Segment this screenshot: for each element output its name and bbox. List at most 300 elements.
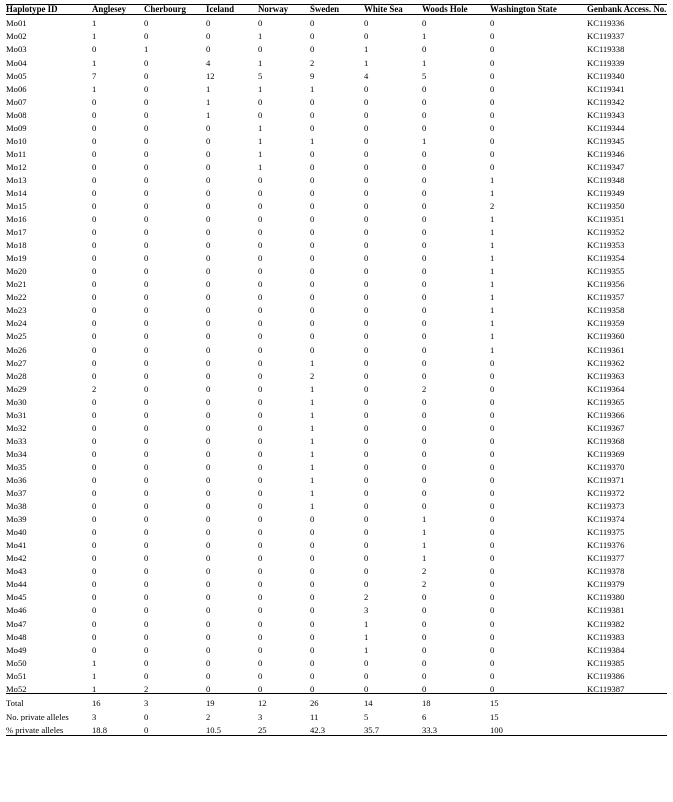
cell-genbank: KC119352 [587, 227, 625, 237]
cell-norway: 0 [258, 227, 263, 237]
cell-genbank: KC119379 [587, 579, 625, 589]
cell-anglesey: 0 [92, 305, 97, 315]
column-header-haplotype-id: Haplotype ID [6, 4, 58, 14]
cell-anglesey: 1 [92, 657, 97, 668]
cell-white-sea: 0 [364, 135, 369, 146]
cell-anglesey: 1 [92, 18, 97, 28]
cell-white-sea: 0 [364, 579, 369, 589]
cell-cherbourg: 0 [144, 657, 149, 668]
cell-white-sea: 0 [364, 279, 369, 289]
cell-haplotype-id: Mo34 [6, 448, 27, 459]
cell-washington-state: 0 [490, 357, 495, 368]
cell-haplotype-id: Mo39 [6, 514, 27, 524]
cell-anglesey: 0 [92, 331, 97, 342]
cell-iceland: 0 [206, 331, 211, 342]
cell-haplotype-id: Mo36 [6, 475, 27, 485]
cell-washington-state: 1 [490, 331, 495, 342]
cell-white-sea: 0 [364, 344, 369, 355]
cell-iceland: 0 [206, 227, 211, 237]
cell-washington-state: 0 [490, 122, 495, 133]
cell-haplotype-id: Mo12 [6, 161, 27, 172]
cell-genbank: KC119350 [587, 201, 625, 211]
cell-genbank: KC119372 [587, 488, 625, 498]
summary-cell-sweden: 11 [310, 711, 319, 722]
cell-haplotype-id: Mo46 [6, 605, 27, 616]
cell-iceland: 0 [206, 475, 211, 485]
table-row [6, 537, 667, 550]
cell-iceland: 0 [206, 214, 211, 224]
column-header-white-sea: White Sea [364, 4, 403, 14]
cell-washington-state: 0 [490, 461, 495, 472]
cell-haplotype-id: Mo14 [6, 187, 27, 198]
cell-genbank: KC119361 [587, 344, 625, 355]
cell-norway: 0 [258, 553, 263, 563]
cell-anglesey: 1 [92, 683, 97, 694]
cell-washington-state: 2 [490, 201, 495, 211]
cell-norway: 5 [258, 70, 263, 81]
cell-norway: 0 [258, 370, 263, 381]
cell-genbank: KC119353 [587, 240, 625, 250]
summary-cell-anglesey: 16 [92, 698, 101, 708]
cell-iceland: 0 [206, 174, 211, 185]
cell-anglesey: 1 [92, 31, 97, 41]
table-row [6, 432, 667, 445]
cell-woods-hole: 0 [422, 96, 427, 107]
cell-anglesey: 7 [92, 70, 97, 81]
cell-white-sea: 0 [364, 422, 369, 433]
cell-woods-hole: 0 [422, 461, 427, 472]
table-row [6, 14, 667, 28]
table-row [6, 237, 667, 250]
cell-norway: 1 [258, 135, 263, 146]
table-row [6, 315, 667, 328]
cell-cherbourg: 0 [144, 475, 149, 485]
cell-washington-state: 0 [490, 135, 495, 146]
cell-genbank: KC119364 [587, 383, 625, 394]
cell-norway: 0 [258, 448, 263, 459]
cell-anglesey: 0 [92, 318, 97, 329]
cell-norway: 0 [258, 670, 263, 681]
cell-washington-state: 0 [490, 44, 495, 55]
haplotype-table [6, 4, 667, 736]
cell-washington-state: 1 [490, 305, 495, 315]
cell-iceland: 0 [206, 31, 211, 41]
cell-woods-hole: 2 [422, 579, 427, 589]
cell-haplotype-id: Mo05 [6, 70, 27, 81]
cell-genbank: KC119338 [587, 44, 625, 55]
cell-sweden: 0 [310, 214, 315, 224]
cell-haplotype-id: Mo06 [6, 83, 27, 94]
table-row [6, 171, 667, 184]
cell-sweden: 1 [310, 83, 315, 94]
cell-washington-state: 1 [490, 344, 495, 355]
cell-sweden: 0 [310, 18, 315, 28]
table-row [6, 589, 667, 602]
summary-cell-anglesey: 3 [92, 711, 97, 722]
cell-haplotype-id: Mo20 [6, 266, 27, 276]
cell-anglesey: 0 [92, 292, 97, 302]
cell-sweden: 2 [310, 370, 315, 381]
cell-haplotype-id: Mo23 [6, 305, 27, 315]
cell-washington-state: 0 [490, 553, 495, 563]
cell-cherbourg: 0 [144, 566, 149, 576]
table-row [6, 419, 667, 432]
cell-anglesey: 0 [92, 396, 97, 407]
cell-washington-state: 0 [490, 540, 495, 550]
cell-haplotype-id: Mo47 [6, 618, 27, 629]
cell-washington-state: 0 [490, 422, 495, 433]
cell-cherbourg: 1 [144, 44, 149, 55]
cell-iceland: 0 [206, 396, 211, 407]
cell-white-sea: 0 [364, 657, 369, 668]
table-row [6, 263, 667, 276]
cell-anglesey: 0 [92, 592, 97, 603]
cell-cherbourg: 0 [144, 57, 149, 68]
table-row [6, 106, 667, 119]
cell-genbank: KC119342 [587, 96, 625, 107]
cell-cherbourg: 0 [144, 318, 149, 329]
cell-iceland: 0 [206, 357, 211, 368]
cell-white-sea: 0 [364, 540, 369, 550]
cell-sweden: 0 [310, 344, 315, 355]
cell-haplotype-id: Mo51 [6, 670, 27, 681]
cell-cherbourg: 2 [144, 683, 149, 694]
cell-iceland: 12 [206, 70, 215, 81]
table-header [6, 5, 667, 15]
cell-iceland: 0 [206, 605, 211, 616]
cell-washington-state: 0 [490, 96, 495, 107]
cell-norway: 0 [258, 357, 263, 368]
cell-white-sea: 1 [364, 44, 369, 55]
cell-cherbourg: 0 [144, 370, 149, 381]
cell-sweden: 0 [310, 122, 315, 133]
cell-anglesey: 0 [92, 201, 97, 211]
cell-norway: 0 [258, 214, 263, 224]
cell-washington-state: 1 [490, 187, 495, 198]
cell-norway: 0 [258, 631, 263, 642]
column-header-washington-state: Washington State [490, 4, 557, 14]
cell-norway: 0 [258, 253, 263, 263]
cell-haplotype-id: Mo48 [6, 631, 27, 642]
cell-woods-hole: 0 [422, 396, 427, 407]
cell-cherbourg: 0 [144, 396, 149, 407]
cell-white-sea: 0 [364, 318, 369, 329]
summary-cell-genbank [587, 694, 667, 708]
cell-iceland: 0 [206, 266, 211, 276]
summary-cell-washington-state: 15 [490, 711, 499, 722]
cell-iceland: 0 [206, 461, 211, 472]
cell-haplotype-id: Mo15 [6, 201, 27, 211]
cell-norway: 1 [258, 161, 263, 172]
cell-anglesey: 0 [92, 109, 97, 120]
cell-norway: 0 [258, 109, 263, 120]
cell-cherbourg: 0 [144, 122, 149, 133]
cell-woods-hole: 0 [422, 83, 427, 94]
cell-sweden: 0 [310, 644, 315, 655]
cell-cherbourg: 0 [144, 70, 149, 81]
cell-sweden: 1 [310, 422, 315, 433]
cell-haplotype-id: Mo07 [6, 96, 27, 107]
table-row [6, 119, 667, 132]
cell-white-sea: 0 [364, 305, 369, 315]
cell-genbank: KC119387 [587, 683, 625, 694]
cell-washington-state: 0 [490, 670, 495, 681]
cell-sweden: 0 [310, 540, 315, 550]
cell-haplotype-id: Mo02 [6, 31, 27, 41]
cell-genbank: KC119341 [587, 83, 625, 94]
cell-woods-hole: 0 [422, 644, 427, 655]
cell-woods-hole: 0 [422, 370, 427, 381]
cell-genbank: KC119370 [587, 461, 625, 472]
cell-genbank: KC119366 [587, 409, 625, 420]
cell-woods-hole: 0 [422, 331, 427, 342]
cell-haplotype-id: Mo09 [6, 122, 27, 133]
cell-cherbourg: 0 [144, 96, 149, 107]
cell-sweden: 0 [310, 618, 315, 629]
cell-white-sea: 0 [364, 161, 369, 172]
summary-cell-woods-hole: 33.3 [422, 724, 438, 735]
cell-white-sea: 0 [364, 174, 369, 185]
cell-sweden: 2 [310, 57, 315, 68]
cell-haplotype-id: Mo04 [6, 57, 27, 68]
cell-cherbourg: 0 [144, 109, 149, 120]
cell-white-sea: 0 [364, 409, 369, 420]
summary-cell-white-sea: 14 [364, 698, 373, 708]
cell-sweden: 0 [310, 187, 315, 198]
cell-sweden: 9 [310, 70, 315, 81]
cell-white-sea: 0 [364, 566, 369, 576]
cell-cherbourg: 0 [144, 83, 149, 94]
cell-haplotype-id: Mo26 [6, 344, 27, 355]
cell-iceland: 0 [206, 566, 211, 576]
cell-norway: 0 [258, 266, 263, 276]
cell-iceland: 0 [206, 579, 211, 589]
table-row [6, 185, 667, 198]
cell-white-sea: 0 [364, 201, 369, 211]
cell-cherbourg: 0 [144, 618, 149, 629]
cell-sweden: 0 [310, 227, 315, 237]
summary-cell-anglesey: 18.8 [92, 724, 108, 735]
cell-white-sea: 1 [364, 631, 369, 642]
cell-woods-hole: 0 [422, 305, 427, 315]
summary-cell-sweden: 42.3 [310, 724, 326, 735]
table-row [6, 563, 667, 576]
cell-white-sea: 0 [364, 683, 369, 694]
cell-norway: 1 [258, 57, 263, 68]
cell-norway: 0 [258, 44, 263, 55]
cell-iceland: 0 [206, 18, 211, 28]
cell-woods-hole: 0 [422, 18, 427, 28]
cell-haplotype-id: Mo08 [6, 109, 27, 120]
cell-genbank: KC119336 [587, 18, 625, 28]
cell-anglesey: 0 [92, 605, 97, 616]
cell-norway: 0 [258, 592, 263, 603]
cell-genbank: KC119382 [587, 618, 625, 629]
cell-woods-hole: 0 [422, 292, 427, 302]
cell-genbank: KC119360 [587, 331, 625, 342]
cell-sweden: 0 [310, 161, 315, 172]
cell-cherbourg: 0 [144, 631, 149, 642]
cell-woods-hole: 0 [422, 122, 427, 133]
cell-anglesey: 1 [92, 57, 97, 68]
cell-cherbourg: 0 [144, 670, 149, 681]
cell-washington-state: 0 [490, 83, 495, 94]
table-row [6, 472, 667, 485]
summary-cell-sweden: 26 [310, 698, 319, 708]
cell-cherbourg: 0 [144, 18, 149, 28]
cell-norway: 0 [258, 644, 263, 655]
cell-washington-state: 0 [490, 527, 495, 537]
cell-cherbourg: 0 [144, 148, 149, 159]
table-row [6, 80, 667, 93]
table-row [6, 459, 667, 472]
cell-anglesey: 0 [92, 488, 97, 498]
cell-cherbourg: 0 [144, 461, 149, 472]
cell-iceland: 0 [206, 344, 211, 355]
cell-cherbourg: 0 [144, 409, 149, 420]
cell-washington-state: 0 [490, 488, 495, 498]
cell-iceland: 1 [206, 109, 211, 120]
cell-genbank: KC119374 [587, 514, 625, 524]
cell-cherbourg: 0 [144, 357, 149, 368]
cell-anglesey: 0 [92, 422, 97, 433]
cell-sweden: 0 [310, 266, 315, 276]
cell-iceland: 0 [206, 501, 211, 511]
cell-genbank: KC119367 [587, 422, 625, 433]
cell-washington-state: 0 [490, 644, 495, 655]
cell-white-sea: 0 [364, 670, 369, 681]
summary-cell-white-sea: 5 [364, 711, 369, 722]
cell-genbank: KC119380 [587, 592, 625, 603]
cell-white-sea: 2 [364, 592, 369, 603]
cell-washington-state: 0 [490, 514, 495, 524]
cell-haplotype-id: Mo01 [6, 18, 27, 28]
cell-anglesey: 0 [92, 344, 97, 355]
cell-haplotype-id: Mo40 [6, 527, 27, 537]
cell-haplotype-id: Mo32 [6, 422, 27, 433]
cell-norway: 0 [258, 292, 263, 302]
cell-genbank: KC119359 [587, 318, 625, 329]
cell-haplotype-id: Mo16 [6, 214, 27, 224]
cell-washington-state: 0 [490, 683, 495, 694]
cell-haplotype-id: Mo21 [6, 279, 27, 289]
cell-iceland: 1 [206, 83, 211, 94]
table-row [6, 276, 667, 289]
cell-genbank: KC119383 [587, 631, 625, 642]
table-row [6, 224, 667, 237]
cell-anglesey: 2 [92, 383, 97, 394]
cell-haplotype-id: Mo17 [6, 227, 27, 237]
table-row [6, 524, 667, 537]
cell-genbank: KC119349 [587, 187, 625, 198]
cell-sweden: 1 [310, 501, 315, 511]
cell-cherbourg: 0 [144, 514, 149, 524]
column-header-anglesey: Anglesey [92, 4, 127, 14]
cell-washington-state: 1 [490, 214, 495, 224]
cell-genbank: KC119368 [587, 435, 625, 446]
cell-genbank: KC119381 [587, 605, 625, 616]
cell-white-sea: 0 [364, 396, 369, 407]
cell-anglesey: 0 [92, 240, 97, 250]
cell-anglesey: 0 [92, 44, 97, 55]
cell-cherbourg: 0 [144, 331, 149, 342]
cell-anglesey: 0 [92, 187, 97, 198]
cell-genbank: KC119378 [587, 566, 625, 576]
cell-genbank: KC119344 [587, 122, 625, 133]
cell-sweden: 1 [310, 357, 315, 368]
cell-cherbourg: 0 [144, 174, 149, 185]
cell-woods-hole: 0 [422, 253, 427, 263]
table-row [6, 485, 667, 498]
cell-iceland: 0 [206, 540, 211, 550]
cell-white-sea: 0 [364, 448, 369, 459]
cell-norway: 1 [258, 122, 263, 133]
cell-anglesey: 0 [92, 448, 97, 459]
table-row [6, 211, 667, 224]
cell-cherbourg: 0 [144, 435, 149, 446]
cell-woods-hole: 0 [422, 227, 427, 237]
summary-cell-iceland: 2 [206, 711, 211, 722]
cell-anglesey: 0 [92, 96, 97, 107]
cell-norway: 0 [258, 318, 263, 329]
cell-anglesey: 1 [92, 83, 97, 94]
cell-anglesey: 0 [92, 357, 97, 368]
cell-white-sea: 0 [364, 527, 369, 537]
cell-norway: 0 [258, 279, 263, 289]
cell-iceland: 0 [206, 657, 211, 668]
cell-woods-hole: 0 [422, 657, 427, 668]
cell-anglesey: 0 [92, 527, 97, 537]
summary-cell-haplotype-id: No. private alleles [6, 711, 69, 722]
table-body [6, 14, 667, 693]
cell-white-sea: 0 [364, 514, 369, 524]
table-row [6, 289, 667, 302]
cell-anglesey: 0 [92, 553, 97, 563]
cell-washington-state: 0 [490, 435, 495, 446]
cell-white-sea: 0 [364, 214, 369, 224]
summary-row [6, 708, 667, 721]
cell-genbank: KC119357 [587, 292, 625, 302]
cell-sweden: 0 [310, 31, 315, 41]
table-row [6, 302, 667, 315]
cell-anglesey: 0 [92, 266, 97, 276]
cell-white-sea: 0 [364, 475, 369, 485]
cell-norway: 0 [258, 187, 263, 198]
cell-woods-hole: 0 [422, 161, 427, 172]
cell-sweden: 0 [310, 579, 315, 589]
cell-norway: 0 [258, 331, 263, 342]
summary-cell-iceland: 19 [206, 698, 215, 708]
cell-haplotype-id: Mo28 [6, 370, 27, 381]
cell-sweden: 0 [310, 174, 315, 185]
cell-norway: 0 [258, 201, 263, 211]
cell-iceland: 0 [206, 279, 211, 289]
cell-woods-hole: 0 [422, 618, 427, 629]
cell-woods-hole: 2 [422, 383, 427, 394]
cell-iceland: 0 [206, 370, 211, 381]
cell-haplotype-id: Mo22 [6, 292, 27, 302]
cell-sweden: 1 [310, 396, 315, 407]
cell-genbank: KC119340 [587, 70, 625, 81]
cell-woods-hole: 0 [422, 201, 427, 211]
cell-woods-hole: 0 [422, 318, 427, 329]
cell-washington-state: 0 [490, 148, 495, 159]
cell-haplotype-id: Mo13 [6, 174, 27, 185]
table-row [6, 41, 667, 54]
cell-genbank: KC119339 [587, 57, 625, 68]
cell-sweden: 0 [310, 683, 315, 694]
cell-iceland: 0 [206, 44, 211, 55]
